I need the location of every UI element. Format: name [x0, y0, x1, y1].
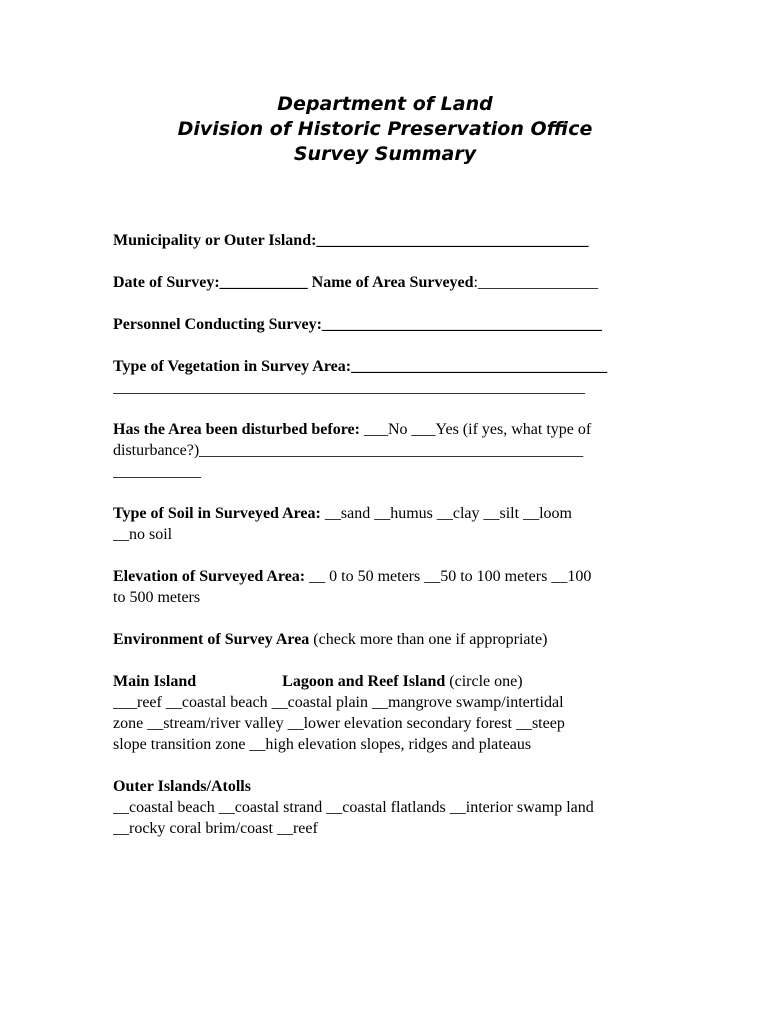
outer-islands-options-1[interactable]: __coastal beach __coastal strand __coastal flatlands __interior swamp land — [113, 799, 594, 816]
elevation-line-2: to 500 meters — [113, 589, 201, 606]
date-label: Date of Survey: — [113, 274, 220, 291]
elevation-label: Elevation of Surveyed Area: — [113, 568, 306, 585]
document-header — [0, 92, 770, 167]
lagoon-reef-label[interactable]: Lagoon and Reef Island — [282, 673, 446, 690]
vegetation-blank-line[interactable]: ___________________________________________________________ — [113, 379, 585, 396]
disturbed-line-2[interactable]: disturbance?)________________________________________________ — [113, 442, 584, 459]
lagoon-reef-note: (circle one) — [445, 673, 523, 690]
personnel-label: Personnel Conducting Survey: — [113, 316, 322, 333]
main-island-label: Main Island — [113, 673, 197, 690]
header-division: Division of Historic Preservation Office — [177, 118, 593, 140]
disturbed-line-3[interactable]: ___________ — [113, 463, 201, 480]
main-island-options-2[interactable]: zone __stream/river valley __lower elevation secondary forest __steep — [113, 715, 565, 732]
environment-note: (check more than one if appropriate) — [309, 631, 548, 648]
disturbed-field — [113, 419, 673, 440]
main-island-options-1[interactable]: ___reef __coastal beach __coastal plain __mangrove swamp/intertidal — [113, 694, 564, 711]
elevation-options[interactable]: __ 0 to 50 meters __50 to 100 meters __100 — [305, 568, 592, 585]
soil-options[interactable]: __sand __humus __clay __silt __loom — [320, 505, 572, 522]
municipality-field — [113, 230, 673, 251]
outer-islands-options-2[interactable]: __rocky coral brim/coast __reef — [113, 820, 318, 837]
elevation-field — [113, 566, 673, 587]
date-blank[interactable]: ___________ — [219, 274, 308, 291]
soil-line-2[interactable]: __no soil — [113, 526, 173, 543]
personnel-blank[interactable]: ___________________________________ — [321, 316, 602, 333]
vegetation-field — [113, 356, 673, 377]
date-field — [113, 272, 673, 293]
environment-label: Environment of Survey Area — [113, 631, 310, 648]
personnel-field — [113, 314, 673, 335]
environment-heading — [113, 629, 673, 650]
outer-islands-label: Outer Islands/Atolls — [113, 778, 251, 795]
soil-label: Type of Soil in Surveyed Area: — [113, 505, 321, 522]
header-title: Survey Summary — [293, 143, 477, 165]
vegetation-label: Type of Vegetation in Survey Area: — [113, 358, 352, 375]
form-body — [113, 230, 673, 839]
soil-field — [113, 503, 673, 524]
main-island-heading — [113, 671, 673, 692]
municipality-blank[interactable]: __________________________________ — [316, 232, 589, 249]
header-department: Department of Land — [277, 93, 493, 115]
vegetation-blank[interactable]: ________________________________ — [351, 358, 608, 375]
area-name-label: Name of Area Surveyed — [311, 274, 474, 291]
disturbed-options[interactable]: ___No ___Yes (if yes, what type of — [359, 421, 592, 438]
municipality-label: Municipality or Outer Island: — [113, 232, 317, 249]
disturbed-label: Has the Area been disturbed before: — [113, 421, 360, 438]
main-island-options-3[interactable]: slope transition zone __high elevation slopes, ridges and plateaus — [113, 736, 532, 753]
area-name-blank[interactable]: :_______________ — [473, 274, 598, 291]
